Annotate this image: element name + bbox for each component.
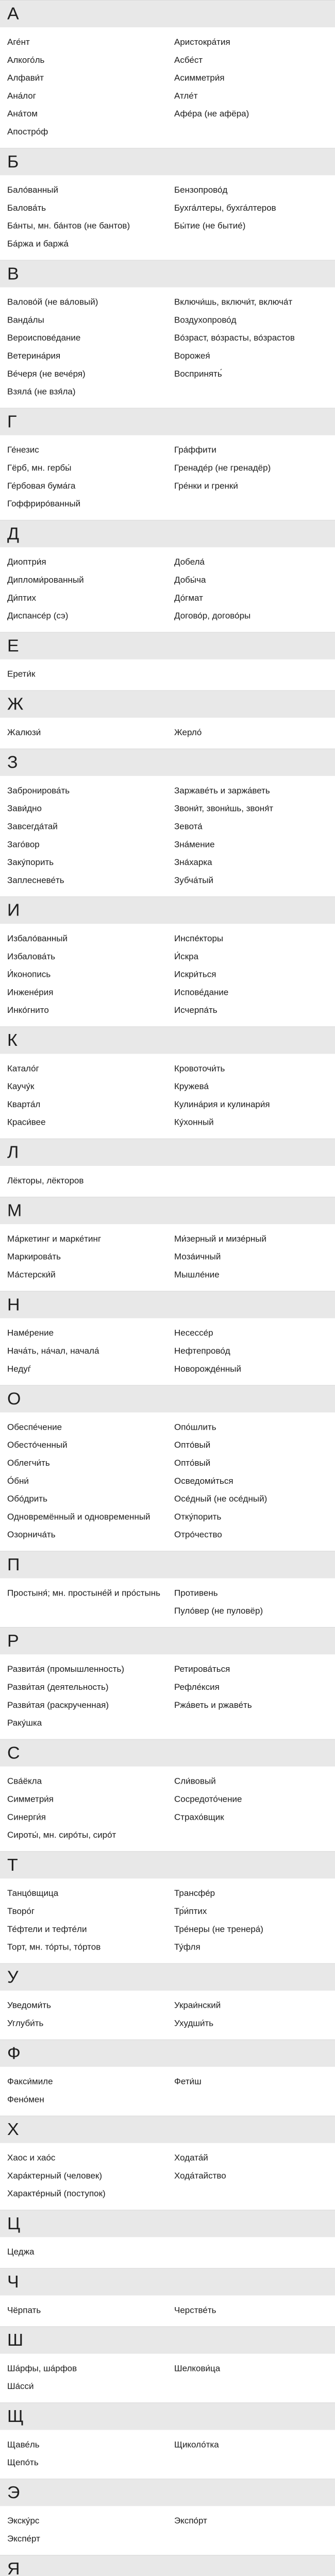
word-entry: Алфави́т (7, 73, 44, 83)
word-entry: Страхо́вщик (174, 1812, 224, 1822)
letter-section (0, 1026, 335, 1139)
letter-section (0, 2115, 335, 2210)
word-entry: Творо́г (7, 1906, 35, 1916)
letter-heading: Я (0, 2555, 335, 2576)
letter-heading: Т (0, 1851, 335, 1878)
word-entry: Ерети́к (7, 669, 36, 679)
word-entry: Ухудши́ть (174, 2018, 214, 2028)
word-list (0, 2067, 335, 2116)
word-entry: Заго́вор (7, 839, 40, 850)
letter-section (0, 1385, 335, 1551)
word-entry: Апостро́ф (7, 127, 48, 137)
word-entry: Ба́ржа и баржа́ (7, 239, 69, 249)
word-entry: Асбе́ст (174, 55, 203, 65)
word-entry: Краси́вее (7, 1117, 46, 1127)
word-entry: Ванда́лы (7, 315, 44, 325)
word-entry: Несессе́р (174, 1328, 213, 1338)
word-entry: Сироты́, мн. сиро́ты, сиро́т (7, 1830, 116, 1840)
word-entry: Недуѓ (7, 1364, 31, 1374)
word-entry: Инжене́рия (7, 987, 54, 997)
letter-section (0, 408, 335, 520)
letter-section (0, 1139, 335, 1197)
word-entry: Опто́вый (174, 1440, 211, 1450)
word-list (0, 2354, 335, 2403)
word-list (0, 924, 335, 1026)
letter-heading: Б (0, 148, 335, 175)
word-entry: Каучу́к (7, 1081, 35, 1092)
letter-section (0, 2210, 335, 2268)
word-entry: До́гмат (174, 593, 203, 603)
word-entry: Вероиспове́дание (7, 333, 81, 343)
word-entry: Бало́ванный (7, 185, 58, 195)
word-entry: Трансфе́р (174, 1888, 215, 1899)
word-entry: Противень (174, 1588, 218, 1598)
word-entry: Асимметри́я (174, 73, 225, 83)
word-entry: Забронирова́ть (7, 786, 70, 795)
word-entry: Сосредото́чение (174, 1794, 242, 1804)
word-entry: Уведоми́ть (7, 2001, 51, 2010)
letter-section (0, 1551, 335, 1627)
word-list (0, 718, 335, 749)
word-list (0, 1654, 335, 1739)
word-entry: Атле́т (174, 91, 198, 101)
word-entry: Осе́дный (не осе́дный) (174, 1494, 267, 1504)
word-entry: Рефле́ксия (174, 1682, 220, 1692)
word-list (0, 1878, 335, 1963)
word-entry: Зна́мение (174, 839, 215, 850)
letter-section (0, 1291, 335, 1385)
word-list (0, 1224, 335, 1291)
word-entry: Разви́тая (раскрученная) (7, 1700, 109, 1710)
word-entry: Кружева́ (174, 1081, 209, 1092)
letter-heading: Х (0, 2115, 335, 2143)
word-entry (0, 1602, 170, 1620)
letter-heading: У (0, 1963, 335, 1991)
word-entry: Завсегда́тай (7, 822, 58, 832)
word-entry: Озорнича́ть (7, 1530, 56, 1540)
word-entry: Развита́я (промышленность) (7, 1664, 125, 1674)
word-entry: Фено́мен (7, 2094, 44, 2105)
word-entry: Обесто́ченный (7, 1440, 68, 1450)
word-entry: Щаве́ль (7, 2439, 40, 2450)
word-entry: Инспе́кторы (174, 934, 224, 943)
word-entry: Раку́шка (7, 1718, 42, 1728)
word-entry: Воспринять́ (174, 369, 222, 379)
word-entry: Моза́ичный (174, 1252, 221, 1262)
word-list (0, 1767, 335, 1851)
word-entry: Заржаве́ть и заржа́веть (174, 786, 270, 795)
word-entry: Тр́и́птих (174, 1906, 207, 1916)
letter-heading: Ш (0, 2326, 335, 2353)
word-entry: И́скра (174, 952, 199, 961)
word-entry: Одновремённый и одновременный (7, 1512, 150, 1522)
word-entry: Добела́ (174, 557, 205, 567)
word-entry: Новорожде́нный (174, 1364, 241, 1374)
word-entry: Хара́ктерный (человек) (7, 2171, 103, 2181)
word-entry: Ве́черя (не вече́ря) (7, 369, 86, 379)
word-entry: Ге́рбовая бума́га (7, 481, 76, 491)
letter-heading: В (0, 260, 335, 287)
letter-section (0, 148, 335, 260)
word-entry: Ана́том (7, 109, 38, 119)
word-entry: Ма́стерски́й (7, 1270, 56, 1280)
word-entry: Жалюзи́ (7, 727, 41, 737)
word-entry: Характе́рный (поступок) (7, 2189, 106, 2198)
word-entry: Искри́ться (174, 970, 216, 979)
word-entry: Те́фтели и тефте́ли (7, 1924, 87, 1934)
letter-section (0, 690, 335, 749)
word-entry: Гёрб, мн. гербы́ (7, 463, 72, 473)
word-entry: Опо́шлить (174, 1422, 216, 1432)
word-entry: Нача́ть, на́чал, начала́ (7, 1346, 99, 1356)
word-entry: Исчерпа́ть (174, 1005, 217, 1015)
word-entry: Гре́нки и гренки́ (174, 481, 238, 491)
word-entry: Простыня́; мн. простыне́й и про́стынь (7, 1588, 160, 1598)
word-entry: Наме́рение (7, 1328, 54, 1338)
word-list (0, 1413, 335, 1551)
word-entry: Сли́вовый (174, 1776, 216, 1786)
word-entry: И́конопись (7, 970, 51, 979)
word-entry: Бы́тие (не бытие́) (174, 221, 246, 231)
word-list (0, 2295, 335, 2326)
word-entry: Нефтепрово́д (174, 1346, 230, 1356)
word-entry: Ди́птих (7, 593, 36, 603)
word-entry: Ша́рфы, ша́рфов (7, 2363, 77, 2374)
word-list (0, 435, 335, 520)
word-entry: Ворожея́ (174, 351, 210, 361)
word-entry: Взяла́ (не взя́ла) (7, 387, 76, 397)
word-entry: Чёрпать (7, 2305, 41, 2315)
word-entry: Догово́р, догово́ры (174, 611, 251, 621)
word-entry: Отро́чество (174, 1530, 222, 1540)
letter-section (0, 1851, 335, 1963)
letter-section (0, 2326, 335, 2402)
word-entry: Диспансе́р (сэ) (7, 611, 69, 621)
word-entry: Экспе́рт (7, 2534, 40, 2544)
letter-section (0, 260, 335, 408)
word-list (0, 287, 335, 408)
word-list (0, 2237, 335, 2268)
word-entry: Опто́вый (174, 1458, 211, 1468)
letter-heading: Ф (0, 2040, 335, 2067)
word-entry: Хода́тайство (174, 2171, 226, 2181)
word-list (0, 659, 335, 690)
letter-heading: Е (0, 632, 335, 659)
word-entry: Ми́зерный и мизе́рный (174, 1234, 267, 1244)
word-entry: Включи́шь, включи́т, включа́т (174, 297, 293, 307)
letter-heading: П (0, 1551, 335, 1578)
word-entry: Хаос и хао́с (7, 2153, 56, 2163)
letter-section (0, 1963, 335, 2040)
word-list (0, 547, 335, 632)
word-entry: Щиколо́тка (174, 2439, 219, 2450)
letter-section (0, 0, 335, 148)
word-entry: Кулина́рия и кулинари́я (174, 1099, 270, 1109)
word-entry: Отку́порить (174, 1512, 222, 1522)
word-list (0, 27, 335, 148)
letter-heading: Ц (0, 2210, 335, 2237)
word-entry: Пуло́вер (не пуловёр) (174, 1606, 263, 1616)
word-list (0, 175, 335, 260)
word-entry: Торт, мн. то́рты, то́ртов (7, 1942, 101, 1952)
word-entry: Бензопрово́д (174, 185, 228, 195)
word-entry: Синерги́я (7, 1812, 46, 1822)
word-list (0, 1166, 335, 1197)
word-entry: Мышле́ние (174, 1270, 220, 1280)
letter-heading: Н (0, 1291, 335, 1318)
word-entry: Аге́нт (7, 37, 30, 47)
word-entry: Ту́фля (174, 1942, 200, 1952)
word-entry: Экспо́рт (174, 2516, 207, 2526)
word-entry: Лёкторы, лёкторов (7, 1176, 84, 1185)
word-entry: Ма́ркетинг и марке́тинг (7, 1234, 102, 1244)
word-entry: Во́зраст, во́зрасты, во́зрастов (174, 333, 295, 343)
word-entry: Кровоточи́ть (174, 1063, 225, 1074)
word-entry: Сва́ёкла (7, 1776, 42, 1786)
letter-heading: З (0, 749, 335, 776)
word-entry: Осведоми́ться (174, 1476, 233, 1486)
word-entry: Диоптри́я (7, 557, 46, 567)
word-entry: Факси́миле (7, 2077, 53, 2087)
word-list (0, 776, 335, 896)
letter-heading: А (0, 0, 335, 27)
word-entry: Валово́й (не ва́ловый) (7, 297, 98, 307)
word-entry: Ветерина́рия (7, 351, 61, 361)
letter-section (0, 2268, 335, 2326)
word-entry: Избало́ванный (7, 934, 68, 943)
word-entry: Испове́дание (174, 987, 229, 997)
word-entry: Танцо́вщица (7, 1888, 59, 1899)
word-list (0, 1578, 335, 1627)
letter-heading: Г (0, 408, 335, 435)
word-entry: Ге́незис (7, 445, 39, 455)
word-entry: Добы́ча (174, 575, 206, 585)
word-entry: Фети́ш (174, 2077, 202, 2087)
word-entry: Цеджа (7, 2247, 35, 2257)
letter-heading: Ч (0, 2268, 335, 2295)
letter-section (0, 1627, 335, 1739)
word-entry: Разви́тая (деятельность) (7, 1682, 109, 1692)
letter-section (0, 2040, 335, 2116)
word-entry: Зна́харка (174, 857, 212, 867)
word-entry: Симметри́я (7, 1794, 54, 1804)
word-list (0, 1991, 335, 2040)
word-list (0, 1318, 335, 1385)
word-entry: Алкого́ль (7, 55, 45, 65)
word-entry: Аристокра́тия (174, 37, 230, 47)
word-entry: Шелкови́ца (174, 2363, 221, 2374)
word-entry: Маркирова́ть (7, 1252, 61, 1262)
letter-heading: Л (0, 1139, 335, 1166)
letter-heading: Щ (0, 2402, 335, 2430)
word-entry: Ша́сси́ (7, 2381, 34, 2392)
word-list (0, 2430, 335, 2479)
letter-heading: Ж (0, 690, 335, 718)
word-entry: Тре́неры (не тренера́) (174, 1924, 263, 1934)
word-entry: Заплесневе́ть (7, 875, 64, 885)
word-entry: Обеспе́чение (7, 1422, 62, 1432)
word-entry: Углуби́ть (7, 2018, 44, 2028)
word-entry: Гренаде́р (не гренадёр) (174, 463, 271, 473)
word-entry: Жерло́ (174, 727, 202, 737)
word-entry: Кварта́л (7, 1099, 41, 1109)
letter-heading: Д (0, 520, 335, 547)
letter-section (0, 749, 335, 896)
word-entry: Облегчи́ть (7, 1458, 50, 1468)
word-entry: Щепо́ть (7, 2458, 39, 2467)
letter-section (0, 896, 335, 1026)
word-entry: Зави́дно (7, 804, 42, 814)
word-entry: Воздухопрово́д (174, 315, 237, 325)
word-entry: Заку́порить (7, 857, 54, 867)
letter-section (0, 632, 335, 690)
word-entry: Зубча́тый (174, 875, 213, 885)
word-entry: О́бни́ (7, 1476, 29, 1486)
word-entry: Бухга́лтеры, бухга́лтеров (174, 203, 276, 213)
word-entry: Ана́лог (7, 91, 36, 101)
word-list (0, 2143, 335, 2210)
word-list (0, 1054, 335, 1139)
word-entry: Балова́ть (7, 203, 46, 213)
word-entry: Инко́гнито (7, 1005, 49, 1015)
letter-heading: К (0, 1026, 335, 1054)
word-entry: Экску́рс (7, 2516, 40, 2526)
word-entry: Гра́ффити (174, 445, 216, 455)
word-entry: Звони́т, звони́шь, звоня́т (174, 804, 274, 814)
word-entry: Черстве́ть (174, 2305, 216, 2315)
word-entry: Зевота́ (174, 822, 203, 832)
letter-heading: О (0, 1385, 335, 1412)
word-entry: Гоффриро́ванный (7, 499, 81, 509)
letter-section (0, 1197, 335, 1291)
word-list (0, 2506, 335, 2555)
word-entry: Обо́дрить (7, 1494, 47, 1504)
word-entry: Ку́хонный (174, 1117, 214, 1127)
word-entry: Украи́нский (174, 2001, 221, 2010)
word-entry: Ретирова́ться (174, 1664, 230, 1674)
letter-section (0, 2402, 335, 2479)
word-entry: Дипломи́рованный (7, 575, 84, 585)
letter-heading: Э (0, 2479, 335, 2506)
letter-section (0, 2555, 335, 2576)
letter-section (0, 2479, 335, 2555)
letter-heading: С (0, 1739, 335, 1767)
letter-heading: М (0, 1197, 335, 1224)
letter-section (0, 520, 335, 632)
word-entry: Катало́г (7, 1063, 39, 1074)
letter-heading: И (0, 896, 335, 924)
letter-section (0, 1739, 335, 1852)
word-entry: Ржа́веть и ржаве́ть (174, 1700, 252, 1710)
letter-heading: Р (0, 1627, 335, 1654)
word-entry: Афе́ра (не афёра) (174, 109, 249, 119)
word-entry: Ба́нты, мн. ба́нтов (не бантов) (7, 221, 130, 231)
word-entry: Ходата́й (174, 2153, 208, 2163)
word-entry: Избалова́ть (7, 952, 56, 961)
